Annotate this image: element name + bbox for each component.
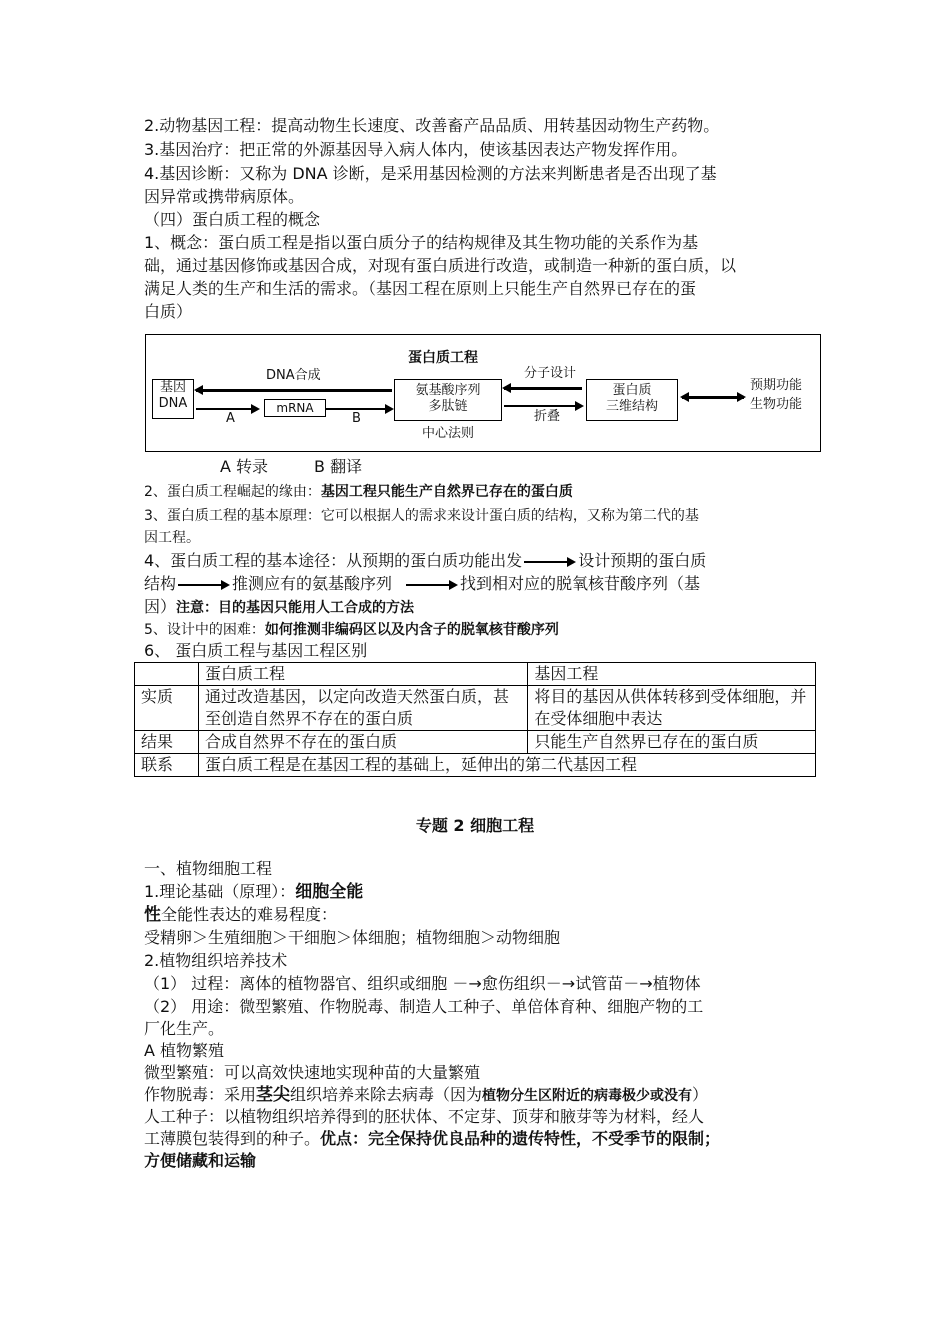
point-2-bold: 基因工程只能生产自然界已存在的蛋白质 [320,484,573,500]
section-title: 专题 2 细胞工程 [415,816,535,835]
dash-arrow-icon: －→ [545,974,576,993]
totipotency-line [144,904,337,926]
comparison-table [134,662,816,777]
expected-function-arrow [682,396,744,399]
point-3b: 因工程。 [144,530,200,546]
micro-propagation-line: 微型繁殖：可以高效快速地实现种苗的大量繁殖 [144,1063,481,1082]
table-cell: 通过改造基因，以定向改造天然蛋白质，甚至创造自然界不存在的蛋白质 [198,686,527,731]
process-line [144,973,701,995]
arrow-icon [524,557,576,567]
table-cell: 合成自然界不存在的蛋白质 [198,731,527,754]
dna-box-line2: DNA [158,396,188,411]
point-5 [144,619,559,641]
table-cell [135,663,199,686]
text-line: 1、概念：蛋白质工程是指以蛋白质分子的结构规律及其生物功能的关系作为基 [144,233,699,252]
point-4a-text2: 设计预期的蛋白质 [578,551,707,570]
protein-structure-box [586,379,678,421]
table-header-row [135,663,816,686]
arrow-a [196,408,258,410]
use-line-a: （2） 用途：微型繁殖、作物脱毒、制造人工种子、单倍体育种、细胞产物的工 [144,997,704,1016]
process-step: 愈伤组织 [481,974,546,993]
arrow-b [326,408,392,410]
point-6: 6、 蛋白质工程与基因工程区别 [144,641,368,660]
dna-synthesis-label: DNA合成 [266,368,321,383]
dna-box-line1: 基因 [159,380,186,395]
amino-acid-box-line2: 多肽链 [428,399,468,414]
use-line-b: 厂化生产。 [144,1019,225,1038]
protein-box-line2: 三维结构 [605,399,658,414]
artificial-seed-line-c: 方便储藏和运输 [144,1151,257,1170]
expected-function-label: 预期功能 [750,378,803,393]
protein-box-line1: 蛋白质 [612,383,652,398]
seed-bold: 优点：完全保持优良品种的遗传特性，不受季节的限制； [320,1129,721,1148]
detox-bold: 茎尖 [256,1085,291,1105]
detox-text3: ） [692,1085,709,1104]
arrow-icon [406,580,458,590]
table-row [135,686,816,731]
text-line: 满足人类的生产和生活的需求。（基因工程在原则上只能生产自然界已存在的蛋 [144,279,697,298]
point-4b-text1: 结构 [144,574,177,593]
point-2-label: 2、蛋白质工程崛起的缘由： [144,484,321,500]
text-line: 2.动物基因工程：提高动物生长速度、改善畜产品品质、用转基因动物生产药物。 [144,116,720,135]
biological-function-label: 生物功能 [750,397,803,412]
label-b: B [352,411,361,426]
detox-text2: 组织培养来除去病毒（因为 [290,1085,483,1104]
translation-note: B 翻译 [314,457,363,476]
cell-heading: 一、植物细胞工程 [144,859,273,878]
detox-bold2: 植物分生区附近的病毒极少或没有 [482,1088,693,1104]
order-line: 受精卵＞生殖细胞＞干细胞＞体细胞；植物细胞＞动物细胞 [144,928,561,947]
transcription-note: A 转录 [220,457,269,476]
point-5-label: 5、设计中的困难： [144,622,265,638]
artificial-seed-line-b [144,1128,720,1150]
totipotency-text: 全能性表达的难易程度： [161,905,338,924]
table-row [135,731,816,754]
folding-label: 折叠 [534,409,561,424]
mrna-box: mRNA [264,399,326,417]
table-row-label: 结果 [135,731,199,754]
text-line: 4.基因诊断：又称为 DNA 诊断，是采用基因检测的方法来判断患者是否出现了基 [144,164,717,183]
text-line: 3.基因治疗：把正常的外源基因导入病人体内，使该基因表达产物发挥作用。 [144,140,688,159]
table-cell: 蛋白质工程是在基因工程的基础上，延伸出的第二代基因工程 [198,754,815,777]
point-4b [144,573,700,595]
point-4b-text3: 找到相对应的脱氧核苷酸序列（基 [460,574,701,593]
diagram-title: 蛋白质工程 [408,350,478,366]
amino-acid-box-line1: 氨基酸序列 [415,383,481,398]
process-label: （1） 过程：离体的植物器官、组织或细胞 [144,974,453,993]
amino-acid-box [394,379,502,421]
point-2 [144,481,573,503]
table-row-label: 实质 [135,686,199,731]
text-line: 础，通过基因修饰或基因合成，对现有蛋白质进行改造，或制造一种新的蛋白质，以 [144,256,737,275]
detox-text: 作物脱毒：采用 [144,1085,257,1104]
text-line: 白质） [144,302,193,321]
table-row [135,754,816,777]
point-4a-text: 4、蛋白质工程的基本途径：从预期的蛋白质功能出发 [144,551,523,570]
molecular-design-arrow [504,387,582,390]
point-4c-text: 因） [144,597,177,616]
point-4a [144,550,706,572]
dash-arrow-icon: －→ [623,974,653,993]
detox-line [144,1084,708,1107]
point-3a: 3、蛋白质工程的基本原理：它可以根据人的需求来设计蛋白质的结构，又称为第二代的基 [144,508,699,524]
process-step: 试管苗 [575,974,624,993]
section-heading: （四）蛋白质工程的概念 [144,210,321,229]
subheading-a: A 植物繁殖 [144,1041,225,1060]
table-cell: 只能生产自然界已存在的蛋白质 [528,731,816,754]
table-header-cell: 蛋白质工程 [198,663,527,686]
molecular-design-label: 分子设计 [524,366,577,381]
theory-line [144,881,363,903]
point-4b-text2: 推测应有的氨基酸序列 [232,574,393,593]
theory-bold-cont: 性 [144,905,161,925]
process-step: 植物体 [652,974,701,993]
central-dogma-label: 中心法则 [422,426,475,441]
point-5-bold: 如何推测非编码区以及内含子的脱氧核苷酸序列 [264,622,559,638]
text-line: 因异常或携带病原体。 [144,187,305,206]
dna-synthesis-arrow [196,389,392,392]
dna-box [152,379,194,419]
label-a: A [226,411,235,426]
theory-label: 1.理论基础（原理）： [144,882,296,901]
tissue-culture-heading: 2.植物组织培养技术 [144,951,288,970]
seed-text: 工薄膜包装得到的种子。 [144,1129,321,1148]
folding-arrow [504,405,582,407]
arrow-icon [178,580,230,590]
protein-engineering-diagram [145,334,821,452]
table-cell: 将目的基因从供体转移到受体细胞，并在受体细胞中表达 [528,686,816,731]
dash-arrow-icon: －→ [452,974,482,993]
point-4c [144,596,414,619]
table-header-cell: 基因工程 [528,663,816,686]
table-row-label: 联系 [135,754,199,777]
point-4c-bold: 注意：目的基因只能用人工合成的方法 [176,600,415,616]
theory-bold: 细胞全能 [295,882,364,902]
artificial-seed-line-a: 人工种子：以植物组织培养得到的胚状体、不定芽、顶芽和腋芽等为材料，经人 [144,1107,705,1126]
